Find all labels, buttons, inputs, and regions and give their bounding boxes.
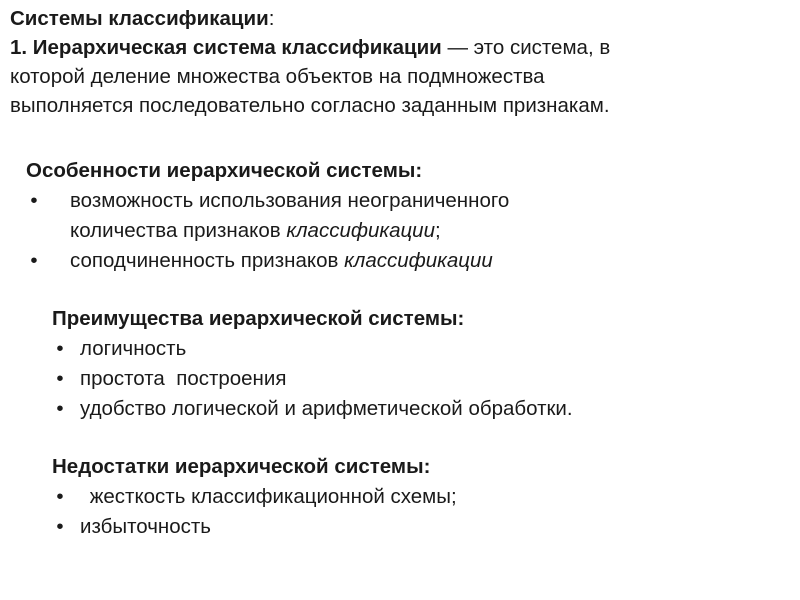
definition-line-2: которой деление множества объектов на подмножества <box>10 65 545 88</box>
list-item <box>52 364 772 394</box>
feature-1-line-2 <box>70 216 686 246</box>
bullet-icon: • <box>56 367 64 390</box>
advantage-1: логичность <box>80 337 187 360</box>
definition-line-1 <box>10 33 795 62</box>
advantages-list <box>52 334 772 424</box>
definition-text: — это система, в <box>441 36 611 59</box>
bullet-icon: • <box>56 515 64 538</box>
feature-1-line-2-end: ; <box>435 219 441 242</box>
definition-term: 1. Иерархическая система классификации <box>10 36 442 59</box>
features-list <box>26 186 686 276</box>
bullet-icon: • <box>56 485 64 508</box>
bullet-icon: • <box>56 397 64 420</box>
drawback-1: жесткость классификационной схемы; <box>84 485 457 508</box>
advantages-section <box>52 304 772 424</box>
advantages-heading: Преимущества иерархической системы: <box>52 307 465 330</box>
feature-1-line-2-italic: классификации <box>286 219 435 242</box>
intro-block <box>10 4 795 120</box>
feature-2-plain: соподчиненность признаков <box>70 249 345 272</box>
list-item <box>26 186 686 246</box>
list-item <box>52 512 652 542</box>
drawback-2: избыточность <box>80 515 211 538</box>
definition-line-3: выполняется последовательно согласно заданным признакам. <box>10 94 610 117</box>
drawbacks-section <box>52 452 652 542</box>
list-item <box>52 394 772 424</box>
bullet-icon: • <box>30 249 38 272</box>
feature-1-line-2-plain: количества признаков <box>70 219 287 242</box>
drawbacks-heading: Недостатки иерархической системы: <box>52 455 431 478</box>
list-item <box>52 334 772 364</box>
slide-title: Системы классификации <box>10 7 269 30</box>
feature-2-italic: классификации <box>344 249 493 272</box>
advantage-3: удобство логической и арифметической обработки. <box>80 397 573 420</box>
list-item <box>52 482 652 512</box>
bullet-icon: • <box>56 337 64 360</box>
advantage-2: простота построения <box>80 367 287 390</box>
slide-title-line <box>10 4 795 33</box>
features-section <box>26 156 686 276</box>
slide-title-colon: : <box>268 7 275 30</box>
list-item <box>26 246 686 276</box>
features-heading: Особенности иерархической системы: <box>26 159 423 182</box>
bullet-icon: • <box>30 189 38 212</box>
drawbacks-list <box>52 482 652 542</box>
feature-1-line-1: возможность использования неограниченного <box>70 189 510 212</box>
